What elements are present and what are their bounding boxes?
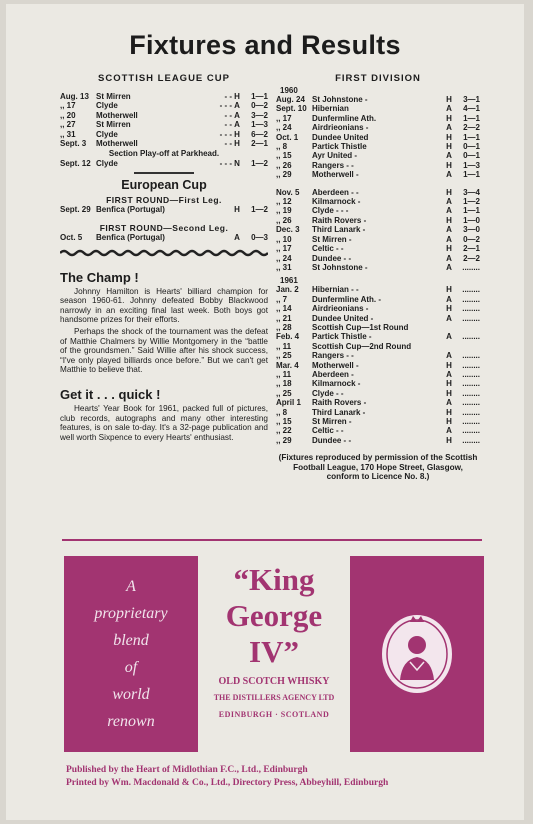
match-spacer: - - — [224, 92, 232, 101]
footer — [66, 764, 486, 790]
match-team: Third Lanark - — [312, 225, 366, 235]
match-score: 1—3 — [251, 120, 268, 130]
match-date: Sept. 12 — [60, 159, 91, 169]
table-row — [276, 142, 480, 151]
match-date: Nov. 5 — [276, 187, 300, 197]
match-venue: A — [446, 197, 452, 207]
slogan-word: blend — [113, 632, 149, 649]
match-score: 3—2 — [251, 110, 268, 120]
brand-line: IV” — [249, 634, 299, 669]
divider — [134, 172, 194, 174]
match-team: Clyde — [96, 159, 118, 169]
match-team: St Mirren - — [312, 234, 352, 244]
match-date: Sept. 3 — [60, 139, 87, 149]
match-score: 0—1 — [463, 142, 480, 152]
match-team: Aberdeen - — [312, 369, 354, 379]
match-team: Raith Rovers - — [312, 398, 367, 408]
table-row — [276, 161, 480, 170]
match-score: ........ — [462, 262, 480, 272]
match-date: ,, 29 — [276, 170, 292, 180]
match-date: ,, 18 — [276, 379, 292, 389]
table-row — [60, 92, 268, 101]
match-team: Partick Thistle — [312, 142, 367, 152]
match-venue: H — [446, 132, 452, 142]
match-date: ,, 14 — [276, 304, 292, 314]
match-score: ........ — [462, 351, 480, 361]
match-team: Hibernian — [312, 104, 349, 114]
slogan-word: proprietary — [94, 605, 168, 622]
match-spacer: - - — [224, 139, 232, 149]
match-score: 1—2 — [251, 159, 268, 169]
match-score: 1—0 — [463, 215, 480, 225]
match-date: ,, 19 — [276, 206, 292, 216]
match-team: Dundee - - — [312, 253, 352, 263]
match-score: 1—1 — [463, 170, 480, 180]
table-row — [276, 295, 480, 304]
match-team: Clyde - - - — [312, 206, 349, 216]
match-score: ........ — [462, 388, 480, 398]
table-row — [276, 197, 480, 206]
match-team: Motherwell - — [312, 170, 359, 180]
match-score: 6—2 — [251, 129, 268, 139]
match-spacer: - - — [224, 120, 232, 130]
match-date: ,, 31 — [276, 262, 292, 272]
match-team: Benfica (Portugal) — [96, 233, 165, 243]
match-venue: A — [446, 262, 452, 272]
advert-medallion-panel — [350, 556, 484, 752]
table-row — [276, 104, 480, 113]
match-team: Rangers - - — [312, 351, 354, 361]
match-venue: H — [446, 215, 452, 225]
match-score: 0—2 — [463, 234, 480, 244]
match-date: ,, 24 — [276, 123, 292, 133]
match-score: ........ — [462, 369, 480, 379]
match-date: ,, 20 — [60, 110, 76, 120]
match-date: Dec. 3 — [276, 225, 300, 235]
match-score: 2—2 — [463, 253, 480, 263]
match-team: Ayr United - — [312, 151, 358, 161]
table-row — [276, 244, 480, 253]
match-score: ........ — [462, 304, 480, 314]
advert-rule — [62, 539, 482, 541]
match-team: Clyde - - — [312, 388, 344, 398]
match-team: Dundee - - — [312, 435, 352, 445]
match-score: 0—3 — [251, 233, 268, 243]
second-leg-label: FIRST ROUND—Second Leg. — [99, 223, 229, 234]
match-venue: H — [446, 113, 452, 123]
match-team: Motherwell — [96, 139, 138, 149]
first-division-heading: FIRST DIVISION — [335, 73, 421, 84]
match-venue: H — [446, 360, 452, 370]
table-row — [276, 285, 480, 294]
match-date: ,, 31 — [60, 129, 76, 139]
match-venue: H — [446, 304, 452, 314]
match-team: St Mirren — [96, 92, 131, 101]
brand-line: George — [225, 598, 323, 633]
match-score: ........ — [462, 379, 480, 389]
league-cup-table — [60, 92, 268, 148]
programme-page — [6, 4, 524, 820]
publisher-line: Published by the Heart of Midlothian F.C., Ltd., Edinburgh — [66, 765, 308, 775]
match-date: ,, 24 — [276, 253, 292, 263]
match-team: Airdrieonians - — [312, 304, 369, 314]
playoff-note: Section Play-off at Parkhead. — [108, 149, 220, 159]
match-score: 0—2 — [251, 101, 268, 111]
table-row — [276, 304, 480, 313]
match-venue: A — [446, 206, 452, 216]
table-row — [60, 139, 268, 148]
match-date: ,, 26 — [276, 215, 292, 225]
match-team: Dunfermline Ath. — [312, 113, 377, 123]
match-team: Dundee United — [312, 132, 369, 142]
match-score: 1—3 — [463, 160, 480, 170]
page-title: Fixtures and Results — [129, 30, 401, 60]
permission-note: (Fixtures reproduced by permission of the Scottish Football League, 170 Hope Street, Glasgow, conform to Licence No. 8.) — [278, 453, 478, 482]
table-row — [276, 361, 480, 370]
table-row — [276, 206, 480, 215]
match-date: Oct. 1 — [276, 132, 299, 142]
first-division-table-1 — [276, 95, 480, 180]
table-row — [276, 151, 480, 160]
match-date: ,, 22 — [276, 426, 292, 436]
match-date: ,, 15 — [276, 417, 292, 426]
match-venue: H — [446, 244, 452, 254]
match-team: Third Lanark - — [312, 407, 366, 417]
match-team: Motherwell - — [312, 360, 359, 370]
table-row — [276, 323, 480, 332]
match-venue: A — [234, 233, 240, 243]
match-team: Scottish Cup—2nd Round — [312, 341, 412, 351]
match-venue: N — [234, 159, 240, 169]
match-team: Motherwell — [96, 110, 138, 120]
match-score: 1—1 — [463, 113, 480, 123]
match-venue: A — [446, 225, 452, 235]
match-date: ,, 29 — [276, 435, 292, 445]
table-row — [276, 379, 480, 388]
match-team: St Mirren - — [312, 417, 352, 426]
match-score: ........ — [462, 417, 480, 426]
match-score: 1—2 — [463, 197, 480, 207]
league-cup-heading: SCOTTISH LEAGUE CUP — [98, 73, 230, 84]
match-score: 0—1 — [463, 151, 480, 161]
match-venue: A — [446, 351, 452, 361]
match-score: 4—1 — [463, 104, 480, 114]
match-team: Hibernian - - — [312, 285, 359, 295]
match-venue: A — [446, 151, 452, 161]
match-team: Celtic - - — [312, 244, 344, 254]
brand-name — [198, 562, 350, 670]
match-venue: A — [446, 426, 452, 436]
match-venue: A — [446, 294, 452, 304]
match-team: Airdrieonians - — [312, 123, 369, 133]
slogan-word: of — [124, 659, 138, 676]
match-score: 1—2 — [251, 204, 268, 214]
match-spacer: - - - — [219, 101, 232, 111]
match-score: ........ — [462, 313, 480, 323]
match-team: St Johnstone - — [312, 262, 368, 272]
match-date: ,, 12 — [276, 197, 292, 207]
table-row — [276, 235, 480, 244]
table-row — [276, 225, 480, 234]
table-row — [60, 130, 268, 139]
table-row — [276, 351, 480, 360]
table-row — [60, 120, 268, 129]
match-date: ,, 25 — [276, 388, 292, 398]
match-venue: A — [446, 253, 452, 263]
getit-paragraph: Hearts' Year Book for 1961, packed full of pictures, club records, autographs and many other interesting features, is on sale to-day. It's a 32-page publication and well worth Sixpence to every Hearts' enthusiast. — [60, 404, 268, 442]
match-score: 1—1 — [251, 92, 268, 101]
slogan-word: world — [112, 686, 150, 703]
agency-name: THE DISTILLERS AGENCY LTD — [213, 693, 335, 702]
match-team: Celtic - - — [312, 426, 344, 436]
table-row — [276, 398, 480, 407]
match-team: Aberdeen - - — [312, 187, 359, 197]
table-row — [276, 123, 480, 132]
match-score: 1—1 — [463, 132, 480, 142]
match-venue: A — [446, 234, 452, 244]
match-date: ,, 10 — [276, 234, 292, 244]
year-label: 1960 — [280, 86, 298, 95]
match-score: 2—2 — [463, 123, 480, 133]
wavy-divider — [60, 249, 268, 257]
table-row — [276, 188, 480, 197]
match-date: Jan. 2 — [276, 285, 299, 295]
table-row — [276, 389, 480, 398]
match-score: 2—1 — [463, 244, 480, 254]
match-venue: H — [446, 435, 452, 445]
table-row — [60, 233, 268, 242]
match-date: ,, 8 — [276, 142, 288, 152]
match-team: Scottish Cup—1st Round — [312, 322, 409, 332]
match-venue: A — [446, 332, 452, 342]
match-spacer: - - — [224, 110, 232, 120]
match-venue: A — [446, 104, 452, 114]
match-team: Raith Rovers - — [312, 215, 367, 225]
match-date: Mar. 4 — [276, 360, 299, 370]
second-leg-table — [60, 233, 268, 242]
match-score: ........ — [462, 294, 480, 304]
table-row — [276, 170, 480, 179]
match-date: ,, 17 — [276, 244, 292, 254]
first-leg-label: FIRST ROUND—First Leg. — [106, 194, 222, 205]
table-row — [276, 95, 480, 104]
champ-paragraph-2: Perhaps the shock of the tournament was the defeat of Matthie Chalmers by Willie Montgomery in the “battle of the groundsmen.” Said Willie after his shock success, “I've only played billiards once before.” But we can't get Matthie to believe that. — [60, 327, 268, 375]
match-team: Partick Thistle - — [312, 332, 372, 342]
match-date: Sept. 29 — [60, 204, 91, 214]
match-score: ........ — [462, 360, 480, 370]
match-team: Rangers - - — [312, 160, 354, 170]
table-row — [276, 114, 480, 123]
match-date: Aug. 24 — [276, 95, 305, 104]
match-date: ,, 15 — [276, 151, 292, 161]
table-row — [276, 133, 480, 142]
match-venue: H — [446, 285, 452, 295]
match-venue: A — [234, 110, 240, 120]
match-venue: A — [446, 170, 452, 180]
getit-heading: Get it . . . quick ! — [60, 387, 161, 402]
right-column — [276, 73, 480, 482]
match-date: ,, 21 — [276, 313, 292, 323]
match-date: ,, 17 — [276, 113, 292, 123]
match-team: Kilmarnock - — [312, 197, 361, 207]
table-row — [276, 263, 480, 272]
year-label: 1961 — [280, 276, 298, 286]
first-leg-table — [60, 205, 268, 214]
agency-location: EDINBURGH · SCOTLAND — [218, 710, 330, 719]
match-score: 2—1 — [251, 139, 268, 149]
table-row — [276, 408, 480, 417]
match-date: Sept. 10 — [276, 104, 307, 114]
match-venue: A — [446, 313, 452, 323]
match-venue: H — [446, 388, 452, 398]
match-venue: H — [446, 142, 452, 152]
table-row — [276, 370, 480, 379]
match-date: ,, 17 — [60, 101, 76, 111]
match-venue: A — [234, 120, 240, 130]
slogan-word: A — [126, 578, 136, 595]
table-row — [276, 254, 480, 263]
match-date: April 1 — [276, 398, 301, 408]
match-venue: H — [234, 129, 240, 139]
match-score: 1—1 — [463, 206, 480, 216]
product-name: OLD SCOTCH WHISKY — [218, 676, 330, 687]
match-date: Oct. 5 — [60, 233, 83, 243]
table-row — [60, 101, 268, 110]
table-row — [276, 342, 480, 351]
match-date: Aug. 13 — [60, 92, 89, 101]
match-score: 3—0 — [463, 225, 480, 235]
match-venue: H — [234, 139, 240, 149]
match-score: ........ — [462, 332, 480, 342]
match-spacer: - - - — [219, 129, 232, 139]
match-score: ........ — [462, 398, 480, 408]
left-column — [60, 73, 268, 442]
match-venue: A — [446, 123, 452, 133]
match-score: 3—1 — [463, 95, 480, 104]
match-team: St Mirren — [96, 120, 131, 130]
match-date: ,, 8 — [276, 407, 288, 417]
match-venue: H — [446, 407, 452, 417]
table-row — [60, 205, 268, 214]
slogan-word: renown — [107, 713, 155, 730]
match-team: Clyde — [96, 101, 118, 111]
match-date: ,, 25 — [276, 351, 292, 361]
match-date: ,, 11 — [276, 369, 292, 379]
match-score: ........ — [462, 435, 480, 445]
match-venue: H — [446, 160, 452, 170]
match-team: Kilmarnock - — [312, 379, 361, 389]
match-team: St Johnstone - — [312, 95, 368, 104]
match-venue: H — [234, 204, 240, 214]
match-score: ........ — [462, 426, 480, 436]
table-row — [276, 332, 480, 341]
match-venue: H — [234, 92, 240, 101]
match-date: ,, 28 — [276, 322, 292, 332]
match-score: ........ — [462, 407, 480, 417]
match-team: Benfica (Portugal) — [96, 204, 165, 214]
champ-paragraph-1: Johnny Hamilton is Hearts' billiard champion for season 1960-61. Johnny defeated Bobby Blackwood narrowly in an exciting final last week. Both boys got handsome prizes for their efforts. — [60, 286, 268, 325]
playoff-table — [60, 159, 268, 168]
match-spacer: - - - — [219, 159, 232, 169]
advert-brand-panel — [198, 556, 350, 752]
match-venue: A — [446, 369, 452, 379]
printer-line: Printed by Wm. Macdonald & Co., Ltd., Directory Press, Abbeyhill, Edinburgh — [66, 778, 389, 788]
match-score: 3—4 — [463, 187, 480, 197]
match-venue: H — [446, 187, 452, 197]
match-venue: H — [446, 379, 452, 389]
match-venue: H — [446, 95, 452, 104]
match-team: Dundee United - — [312, 313, 374, 323]
european-cup-heading: European Cup — [121, 177, 207, 192]
table-row — [276, 216, 480, 225]
match-date: ,, 7 — [276, 294, 288, 304]
king-portrait-medallion-icon — [380, 612, 454, 696]
match-date: ,, 27 — [60, 120, 76, 130]
match-venue: A — [234, 101, 240, 111]
match-venue: H — [446, 417, 452, 426]
brand-line: “King — [233, 562, 315, 597]
match-team: Dunfermline Ath. - — [312, 294, 382, 304]
match-score: ........ — [462, 285, 480, 295]
table-row — [276, 436, 480, 445]
table-row — [276, 417, 480, 426]
table-row — [276, 314, 480, 323]
table-row — [60, 111, 268, 120]
match-team: Clyde — [96, 129, 118, 139]
champ-heading: The Champ ! — [60, 269, 139, 285]
match-date: ,, 11 — [276, 341, 292, 351]
first-division-table-2 — [276, 188, 480, 273]
table-row — [60, 159, 268, 168]
first-division-table-3 — [276, 285, 480, 445]
match-venue: A — [446, 398, 452, 408]
match-date: Feb. 4 — [276, 332, 300, 342]
advert-slogan-panel — [64, 556, 198, 752]
match-date: ,, 26 — [276, 160, 292, 170]
table-row — [276, 426, 480, 435]
